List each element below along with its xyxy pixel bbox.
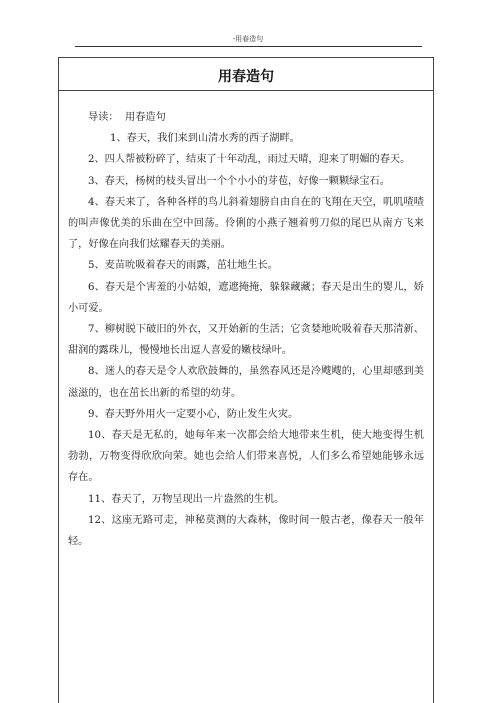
sentence-item: 12、这座无路可走，神秘莫测的大森林，像时间一般古老，像春天一般年轻。: [68, 514, 424, 548]
intro-line: [68, 107, 424, 128]
intro-value: 用春造句: [125, 112, 166, 123]
title-cell: [59, 58, 433, 91]
sentence-item: 3、春天，杨树的枝头冒出一个个小小的芽苞，好像一颗颗绿宝石。: [88, 175, 390, 187]
sentence-item: 2、四人帮被粉碎了，结束了十年动乱，雨过天晴，迎来了明媚的春天。: [88, 154, 411, 166]
sentence-item: 1、春天，我们来到山清水秀的西子湖畔。: [110, 133, 300, 145]
intro-label: 导读：: [88, 112, 119, 123]
sentence-item: 4、春天来了，各种各样的鸟儿斜着翅膀自由自在的飞翔在天空，叽叽喳喳的叫声像优美的乐曲在空中回荡。伶俐的小燕子翘着剪刀似的尾巴从南方飞来了，好像在向我们炫耀春天的美丽。: [68, 196, 424, 251]
sentence-item: 9、春天野外用火一定要小心，防止发生火灾。: [88, 408, 299, 420]
header-divider: [75, 46, 422, 47]
running-header-title: -用春造句: [232, 35, 264, 43]
sentence-item: 10、春天是无私的，她每年来一次都会给大地带来生机，使大地变得生机勃勃，万物变得欣欣向荣。她也会给人们带来喜悦，人们多么希望她能够永远存在。: [68, 430, 424, 484]
document-title: 用春造句: [218, 69, 274, 85]
page-header: [0, 0, 496, 46]
document-body: [68, 107, 424, 552]
sentence-item: 11、春天了，万物呈现出一片盎然的生机。: [88, 493, 285, 505]
sentence-item: 7、柳树脱下破旧的外衣，又开始新的生活；它贪婪地吮吸着春天那清新、甜润的露珠儿，慢慢地长出逗人喜爱的嫩枝绿叶。: [68, 324, 424, 357]
document-frame: [58, 57, 434, 703]
sentence-item: 8、迷人的春天是令人欢欣鼓舞的，虽然春风还是冷飕飕的，心里却感到美滋滋的，也在茁长出新的希望的幼芽。: [68, 366, 424, 399]
sentence-item: 5、麦苗吮吸着春天的雨露，茁壮地生长。: [88, 260, 278, 272]
sentence-item: 6、春天是个害羞的小姑娘，遮遮掩掩，躲躲藏藏；春天是出生的婴儿，娇小可爱。: [68, 281, 424, 314]
